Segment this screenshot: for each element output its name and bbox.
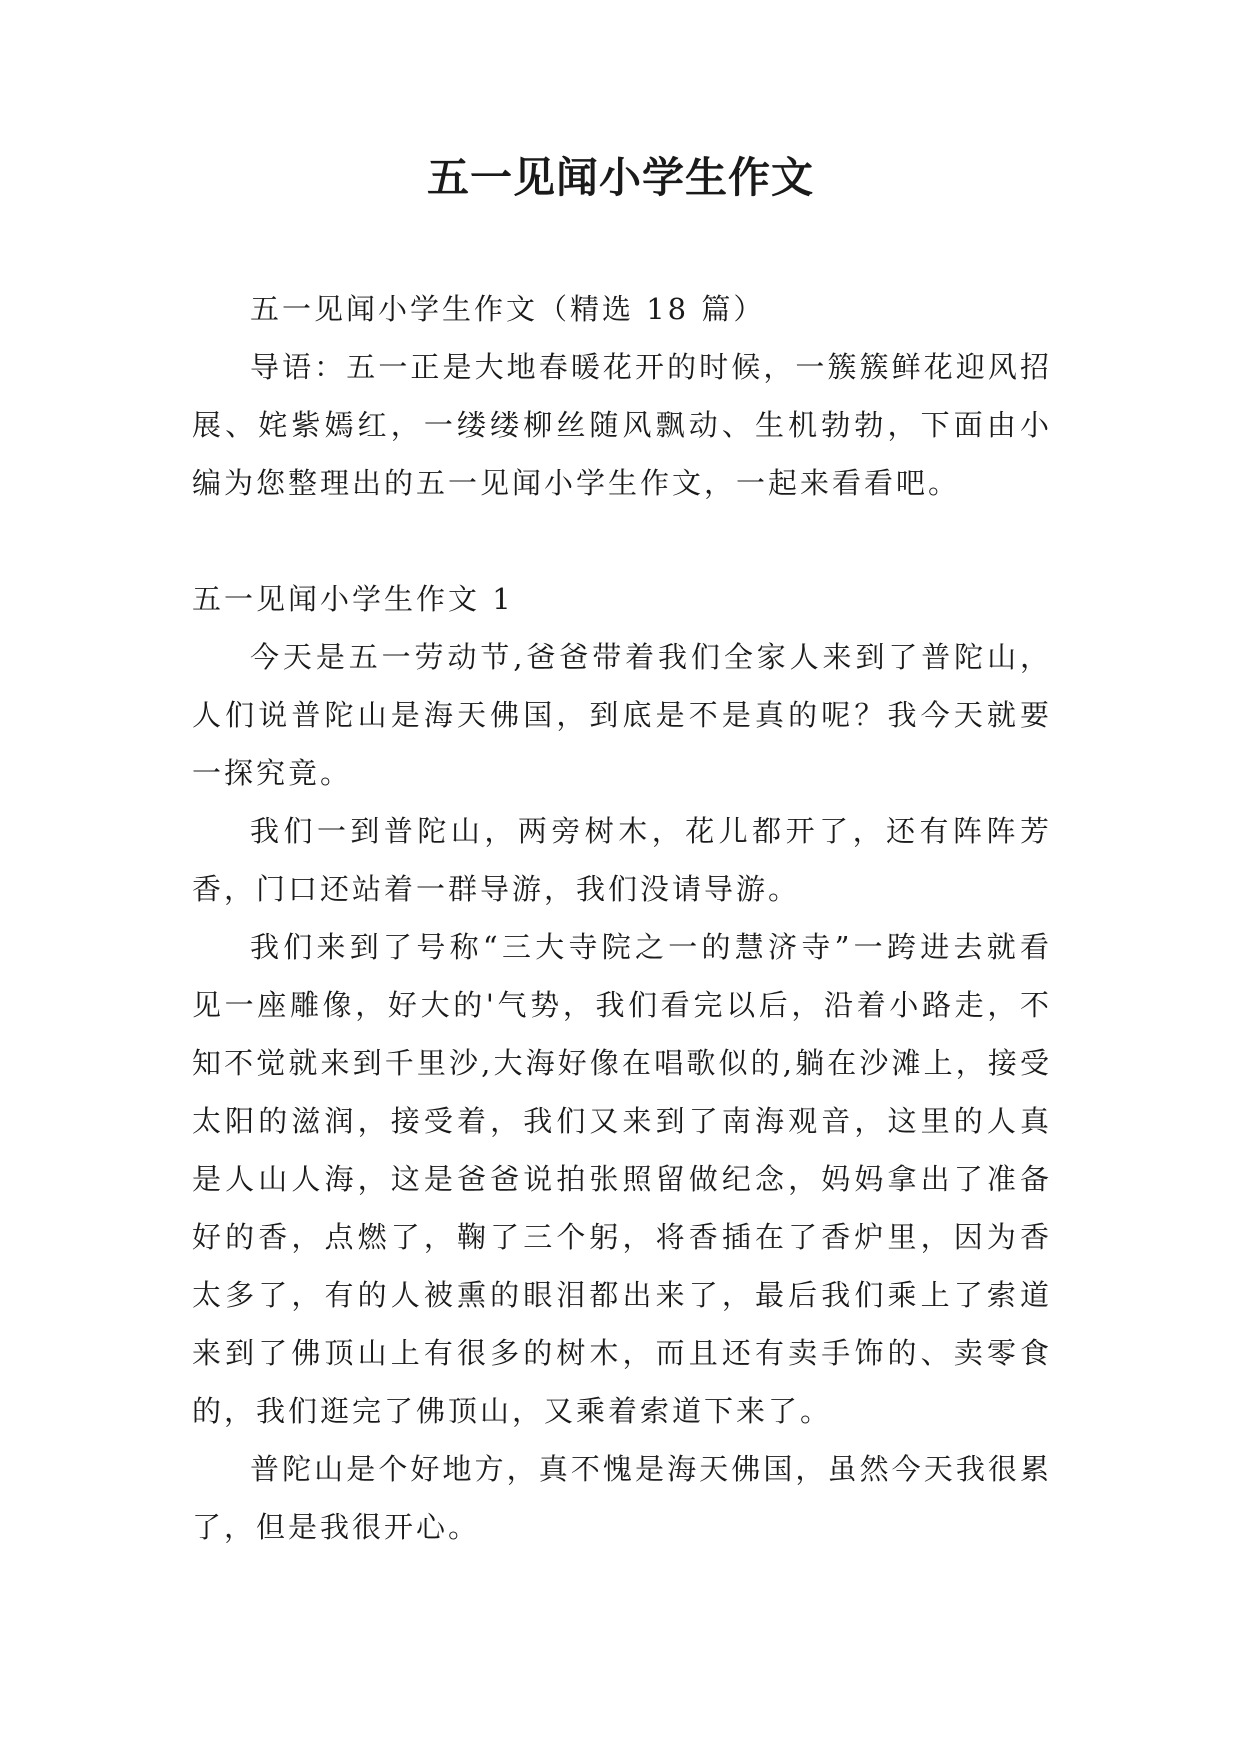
document-body	[192, 280, 1052, 1556]
body-paragraph: 普陀山是个好地方，真不愧是海天佛国，虽然今天我很累了，但是我很开心。	[192, 1452, 1052, 1544]
body-paragraph: 我们一到普陀山，两旁树木，花儿都开了，还有阵阵芳香，门口还站着一群导游，我们没请导游。	[192, 814, 1052, 906]
body-paragraph: 我们来到了号称“三大寺院之一的慧济寺”一跨进去就看见一座雕像，好大的'气势，我们看完以后，沿着小路走，不知不觉就来到千里沙,大海好像在唱歌似的,躺在沙滩上，接受太阳的滋润，接受着，我们又来到了南海观音，这里的人真是人山人海，这是爸爸说拍张照留做纪念，妈妈拿出了准备好的香，点燃了，鞠了三个躬，将香插在了香炉里，因为香太多了，有的人被熏的眼泪都出来了，最后我们乘上了索道来到了佛顶山上有很多的树木，而且还有卖手饰的、卖零食的，我们逛完了佛顶山，又乘着索道下来了。	[192, 930, 1052, 1428]
body-paragraph: 今天是五一劳动节,爸爸带着我们全家人来到了普陀山，人们说普陀山是海天佛国，到底是不是真的呢？我今天就要一探究竟。	[192, 640, 1052, 790]
document-subtitle: 五一见闻小学生作文（精选 18 篇）	[250, 292, 766, 326]
section-heading: 五一见闻小学生作文 1	[192, 582, 514, 616]
section-spacer	[192, 512, 1052, 570]
document-title: 五一见闻小学生作文	[426, 153, 814, 202]
intro-paragraph: 导语：五一正是大地春暖花开的时候，一簇簇鲜花迎风招展、姹紫嫣红，一缕缕柳丝随风飘动、生机勃勃，下面由小编为您整理出的五一见闻小学生作文，一起来看看吧。	[192, 350, 1052, 500]
